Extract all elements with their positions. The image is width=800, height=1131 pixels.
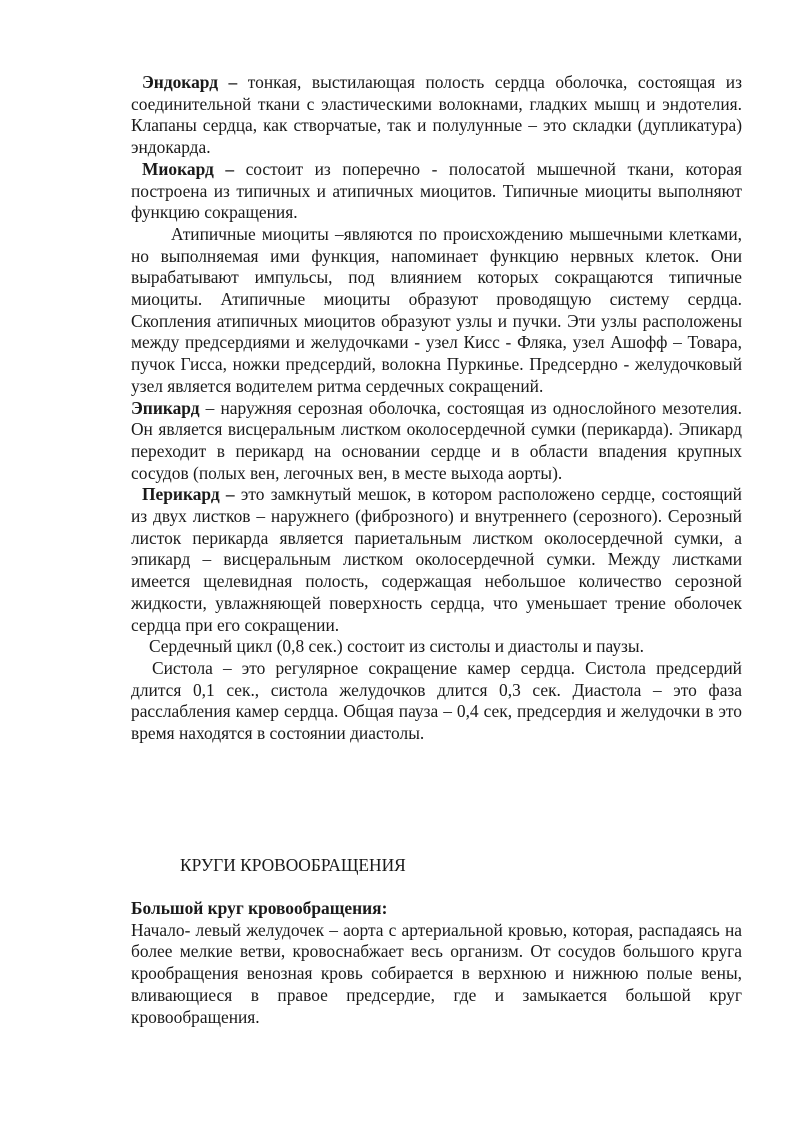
big-circle-block xyxy=(131,898,742,1028)
term-myocard: Миокард – xyxy=(142,158,235,179)
text-pericard: это замкнутый мешок, в котором расположено сердце, состоящий из двух листков – наружнего (фиброзного) и внутреннего (серозного). Серозный листок перикарда является париетальным листком околосердечной сумки, а эпикард – висцеральным листком околосердечной сумки. Между листками имеется щелевидная полость, содержащая небольшое количество серозной жидкости, увлажняющей поверхность сердца, что уменьшает трение оболочек сердца при его сокращении. xyxy=(131,484,742,635)
paragraph-systole: Систола – это регулярное сокращение камер сердца. Систола предсердий длится 0,1 сек., систола желудочков длится 0,3 сек. Диастола – это фаза расслабления камер сердца. Общая пауза – 0,4 сек, предсердия и желудочки в это время находятся в состоянии диастолы. xyxy=(131,657,742,744)
text-endocard: тонкая, выстилающая полость сердца оболочка, состоящая из соединительной ткани с эластическими волокнами, гладких мышц и эндотелия. Клапаны сердца, как створчатые, так и полулунные – это складки (дупликатура) эндокарда. xyxy=(131,72,742,158)
paragraph-pericard xyxy=(131,484,742,636)
term-epicard: Эпикард xyxy=(131,397,200,418)
big-circle-text: Начало- левый желудочек – аорта с артериальной кровью, которая, распадаясь на более мелкие ветви, кровоснабжает весь организм. От сосудов большого круга крообращения венозная кровь собирается в верхнюю и нижнюю полые вены, вливающиеся в правое предсердие, где и замыкается большой круг кровообращения. xyxy=(131,919,742,1027)
section-title: КРУГИ КРОВООБРАЩЕНИЯ xyxy=(180,855,406,875)
paragraph-epicard xyxy=(131,398,742,485)
big-circle-heading: Большой круг кровообращения: xyxy=(131,898,388,918)
paragraph-cardiac-cycle: Сердечный цикл (0,8 сек.) состоит из систолы и диастолы и паузы. xyxy=(149,636,644,657)
term-endocard: Эндокард – xyxy=(142,72,238,92)
term-pericard: Перикард – xyxy=(142,484,235,505)
text-epicard: – наружняя серозная оболочка, состоящая из однослойного мезотелия. Он является висцеральным листком околосердечной сумки (перикарда). Эпикард переходит в перикард на основании сердце и в области впадения крупных сосудов (полых вен, легочных вен, в месте выхода аорты). xyxy=(131,397,742,483)
paragraph-endocard xyxy=(131,72,742,159)
text-myocard: состоит из поперечно - полосатой мышечной ткани, которая построена из типичных и атипичных миоцитов. Типичные миоциты выполняют функцию сокращения. xyxy=(131,158,743,223)
paragraph-atypical-myocytes: Атипичные миоциты –являются по происхождению мышечными клетками, но выполняемая ими функция, напоминает функцию нервных клеток. Они вырабатывают импульсы, под влиянием которых сокращаются типичные миоциты. Атипичные миоциты образуют проводящую систему сердца. Скопления атипичных миоцитов образуют узлы и пучки. Эти узлы расположены между предсердиями и желудочками - узел Кисс - Фляка, узел Ашофф – Товара, пучок Гисса, ножки предсердий, волокна Пуркинье. Предсердно - желудочковый узел является водителем ритма сердечных сокращений. xyxy=(131,223,742,396)
document-page xyxy=(131,72,743,1027)
paragraph-myocard xyxy=(131,159,742,224)
